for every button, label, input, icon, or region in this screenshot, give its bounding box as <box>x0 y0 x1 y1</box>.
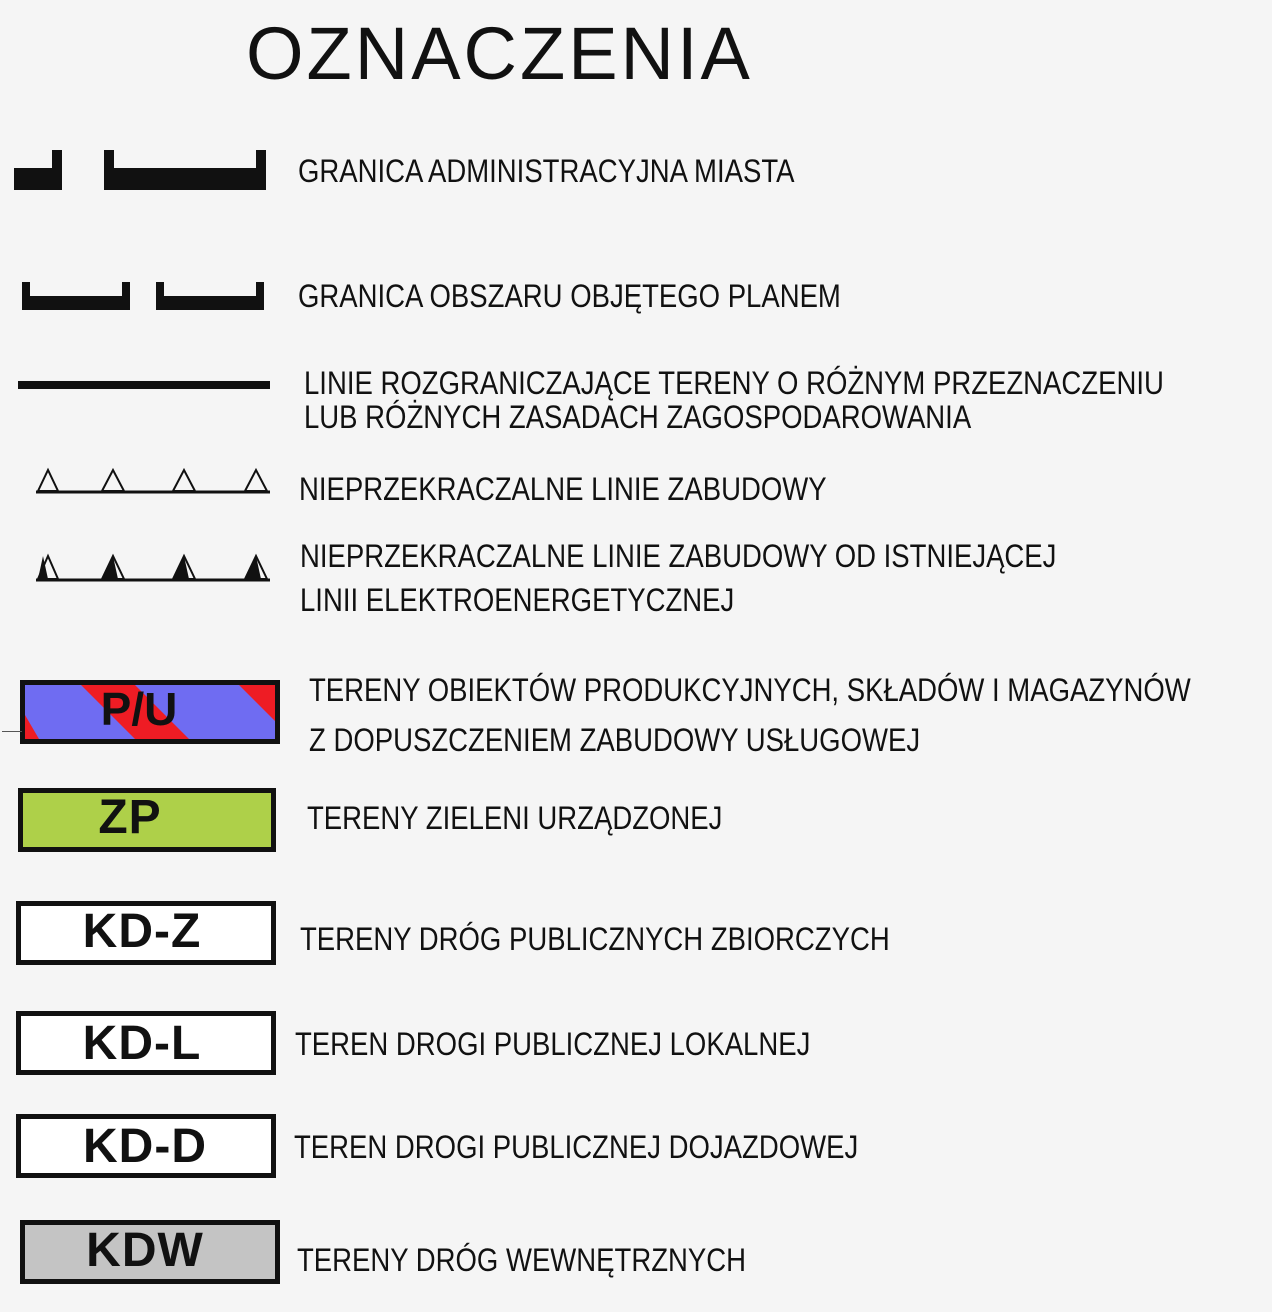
kdz-zone-box <box>16 901 276 965</box>
building-line-symbol <box>34 464 272 496</box>
demarcation-line-symbol <box>18 378 272 392</box>
kdd-zone-box <box>16 1114 276 1178</box>
pu-zone-label-line2: Z DOPUSZCZENIEM ZABUDOWY USŁUGOWEJ <box>309 722 921 758</box>
admin-boundary-label: GRANICA ADMINISTRACYJNA MIASTA <box>298 153 795 189</box>
kdd-zone-label: TEREN DROGI PUBLICZNEJ DOJAZDOWEJ <box>294 1129 859 1165</box>
kdw-zone-box <box>20 1220 280 1284</box>
plan-boundary-symbol <box>20 280 268 314</box>
pu-zone-label <box>309 665 1191 765</box>
kdw-zone-code: KDW <box>86 1223 204 1277</box>
kdl-zone-code: KD-L <box>82 1016 202 1070</box>
pu-zone-leader-line <box>2 731 22 732</box>
legend-title: OZNACZENIA <box>246 12 753 95</box>
kdl-zone-label: TEREN DROGI PUBLICZNEJ LOKALNEJ <box>295 1026 811 1062</box>
demarcation-lines-label <box>304 366 1164 434</box>
admin-boundary-symbol <box>12 148 268 194</box>
power-line-building-lines-label <box>300 534 1056 622</box>
zp-zone-code: ZP <box>98 790 162 844</box>
power-line-building-lines-label-line1: NIEPRZEKRACZALNE LINIE ZABUDOWY OD ISTNIEJĄCEJ <box>300 538 1057 574</box>
kdz-zone-label: TERENY DRÓG PUBLICZNYCH ZBIORCZYCH <box>300 921 890 957</box>
building-lines-label: NIEPRZEKRACZALNE LINIE ZABUDOWY <box>299 471 827 507</box>
power-line-building-line-symbol <box>34 550 272 584</box>
demarcation-lines-label-line2: LUB RÓŻNYCH ZASADACH ZAGOSPODAROWANIA <box>304 399 972 435</box>
zp-zone-label: TERENY ZIELENI URZĄDZONEJ <box>307 800 723 836</box>
kdl-zone-box <box>16 1011 276 1075</box>
power-line-building-lines-label-line2: LINII ELEKTROENERGETYCZNEJ <box>300 582 735 618</box>
pu-zone-label-line1: TERENY OBIEKTÓW PRODUKCYJNYCH, SKŁADÓW I MAGAZYNÓW <box>309 672 1191 708</box>
pu-zone-code: P/U <box>100 683 178 735</box>
demarcation-lines-label-line1: LINIE ROZGRANICZAJĄCE TERENY O RÓŻNYM PRZEZNACZENIU <box>304 365 1164 401</box>
kdd-zone-code: KD-D <box>83 1119 207 1173</box>
kdw-zone-label: TERENY DRÓG WEWNĘTRZNYCH <box>297 1242 746 1278</box>
kdz-zone-code: KD-Z <box>82 904 202 958</box>
pu-zone-box <box>20 680 280 744</box>
plan-boundary-label: GRANICA OBSZARU OBJĘTEGO PLANEM <box>298 278 841 314</box>
zp-zone-box <box>18 788 276 852</box>
